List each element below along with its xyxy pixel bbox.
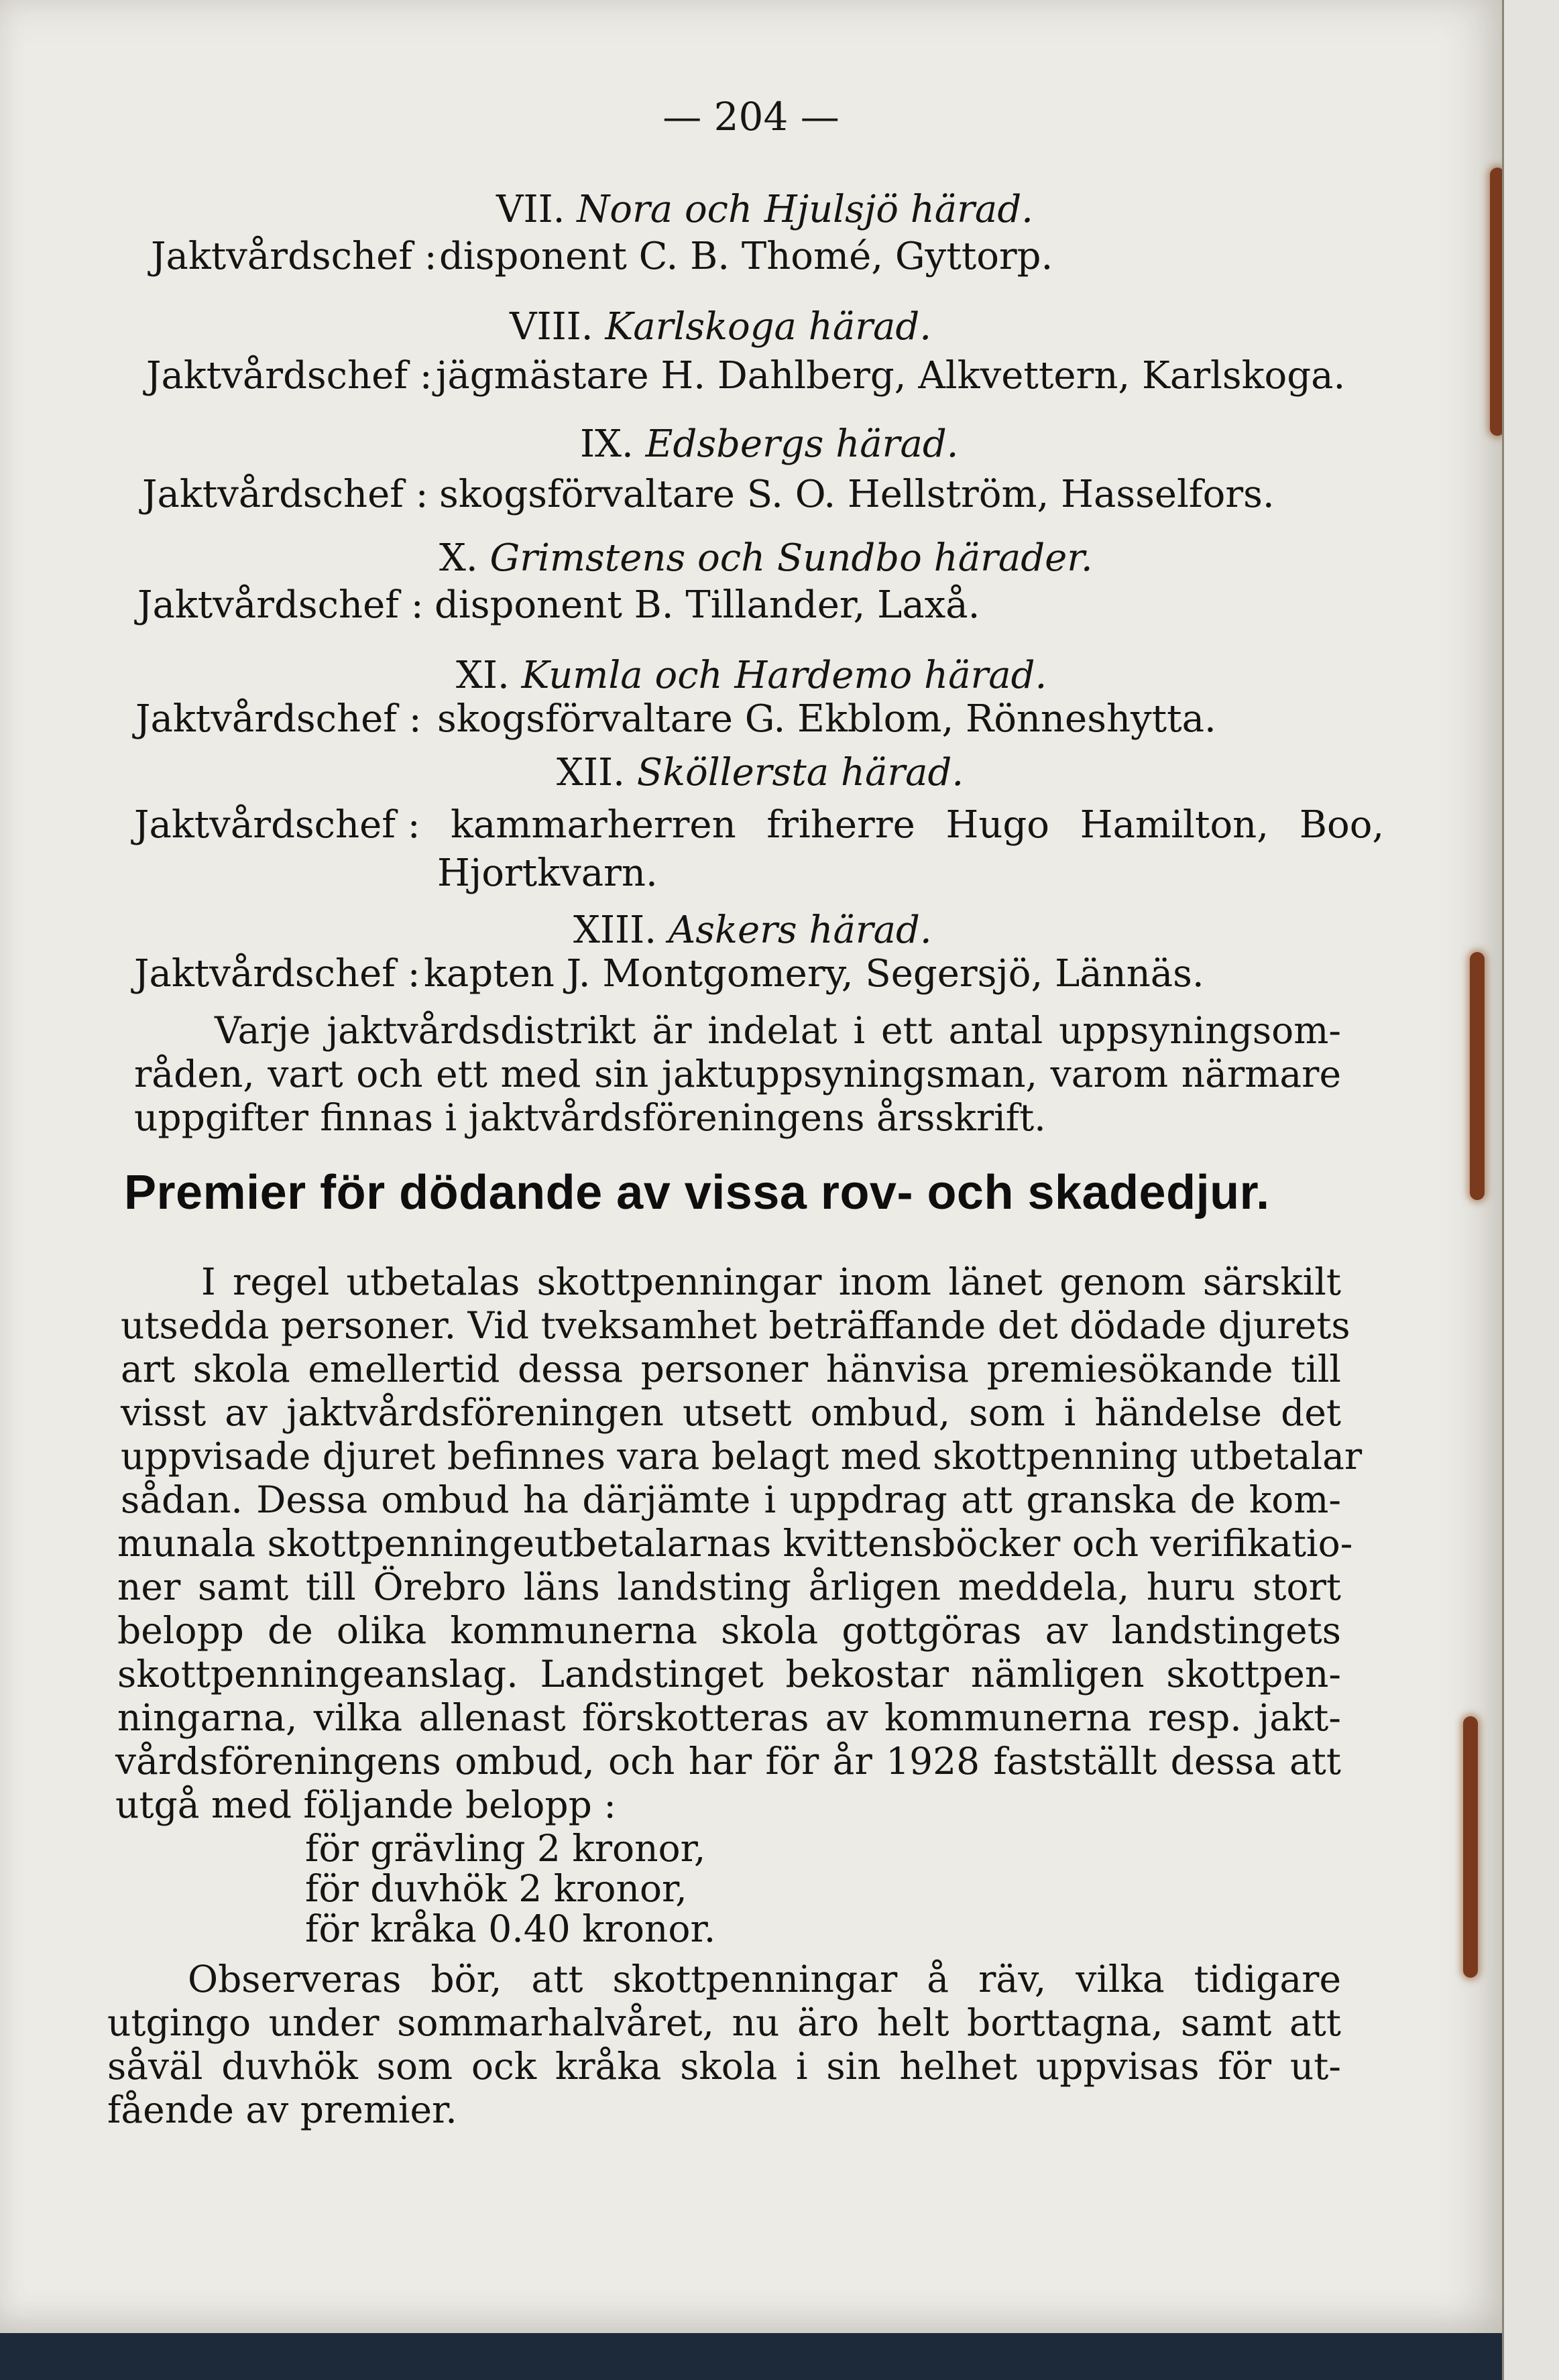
officer-name: kammarherren friherre Hugo Hamilton, Boo, [451, 803, 1385, 847]
text-line: visst av jaktvårdsföreningen utsett ombud, som i händelse det [121, 1391, 1341, 1434]
officer-label: Jaktvårdschef : [135, 697, 422, 741]
text-line: ningarna, vilka allenast förskotteras av kommunerna resp. jakt- [117, 1696, 1341, 1739]
text-line: utsedda personer. Vid tveksamhet beträffande det dödade djurets [121, 1304, 1350, 1347]
district-name: Nora och Hjulsjö härad. [577, 188, 1033, 231]
officer-label: Jaktvårdschef : [142, 473, 428, 516]
district-roman: IX. [580, 422, 634, 466]
text-line: belopp de olika kommunerna skola gottgöras av landstingets [117, 1609, 1341, 1652]
district-roman: VIII. [510, 305, 593, 349]
district-heading [573, 908, 932, 952]
text-line: art skola emellertid dessa personer hänvisa premiesökande till [121, 1348, 1341, 1390]
district-roman: XII. [557, 751, 625, 794]
district-roman: XIII. [573, 908, 657, 952]
text-line: sådan. Dessa ombud ha därjämte i uppdrag att granska de kom- [121, 1478, 1341, 1521]
text-line: munala skottpenningeutbetalarnas kvittensböcker och verifikatio- [117, 1522, 1353, 1565]
officer-label: Jaktvårdschef : [146, 354, 432, 398]
district-roman: VII. [496, 188, 565, 231]
officer-name: skogsförvaltare G. Ekblom, Rönneshytta. [437, 697, 1216, 741]
district-name: Karlskoga härad. [605, 305, 932, 349]
text-line: I regel utbetalas skottpenningar inom länet genom särskilt [201, 1260, 1341, 1303]
officer-name-continued: Hjortkvarn. [437, 851, 658, 895]
officer-label: Jaktvårdschef : [151, 235, 437, 278]
district-name: Grimstens och Sundbo härader. [489, 536, 1093, 580]
amount-item: för grävling 2 kronor, [305, 1827, 706, 1870]
text-line: skottpenningeanslag. Landstinget bekostar nämligen skottpen- [117, 1653, 1341, 1695]
district-heading [580, 422, 958, 466]
district-heading [510, 305, 931, 349]
district-name: Sköllersta härad. [636, 751, 964, 794]
text-line: utgå med följande belopp : [115, 1783, 616, 1826]
text-line: såväl duvhök som ock kråka skola i sin helhet uppvisas för ut- [107, 2045, 1341, 2088]
officer-name: disponent C. B. Thomé, Gyttorp. [439, 235, 1053, 278]
district-heading [439, 536, 1093, 580]
text-line: Observeras bör, att skottpenningar å räv, vilka tidigare [188, 1958, 1341, 2001]
officer-label: Jaktvårdschef : [134, 803, 420, 847]
staple-stain [1463, 1716, 1478, 1978]
text-line: Varje jaktvårdsdistrikt är indelat i ett antal uppsyningsom- [215, 1009, 1341, 1052]
text-line: råden, vart och ett med sin jaktuppsyningsman, varom närmare [134, 1053, 1341, 1095]
officer-label: Jaktvårdschef : [137, 583, 424, 627]
officer-name: disponent B. Tillander, Laxå. [435, 583, 980, 627]
text-line: utgingo under sommarhalvåret, nu äro helt borttagna, samt att [107, 2001, 1341, 2044]
page-number: — 204 — [662, 94, 840, 139]
text-line: vårdsföreningens ombud, och har för år 1928 fastställt dessa att [115, 1740, 1341, 1783]
adjacent-page-edge [1502, 0, 1559, 2380]
district-name: Kumla och Hardemo härad. [521, 654, 1047, 697]
officer-name: jägmästare H. Dahlberg, Alkvettern, Karlskoga. [436, 354, 1346, 398]
district-heading [496, 188, 1033, 231]
officer-label: Jaktvårdschef : [134, 952, 420, 996]
text-line: fående av premier. [107, 2088, 457, 2131]
district-name: Askers härad. [668, 908, 932, 952]
district-roman: X. [439, 536, 478, 580]
district-heading [456, 654, 1047, 697]
staple-stain [1470, 952, 1485, 1200]
district-heading [557, 751, 964, 794]
district-roman: XI. [456, 654, 510, 697]
text-line: uppvisade djuret befinnes vara belagt med skottpenning utbetalar [121, 1435, 1363, 1478]
text-line: ner samt till Örebro läns landsting årligen meddela, huru stort [117, 1565, 1341, 1608]
amount-item: för duvhök 2 kronor, [305, 1867, 687, 1910]
section-heading: Premier för dödande av vissa rov- och skadedjur. [124, 1166, 1270, 1219]
district-name: Edsbergs härad. [645, 422, 959, 466]
amount-item: för kråka 0.40 kronor. [305, 1907, 716, 1950]
officer-name: kapten J. Montgomery, Segersjö, Lännäs. [424, 952, 1204, 996]
text-line: uppgifter finnas i jaktvårdsföreningens årsskrift. [134, 1096, 1046, 1139]
officer-name: skogsförvaltare S. O. Hellström, Hasselfors. [439, 473, 1275, 516]
